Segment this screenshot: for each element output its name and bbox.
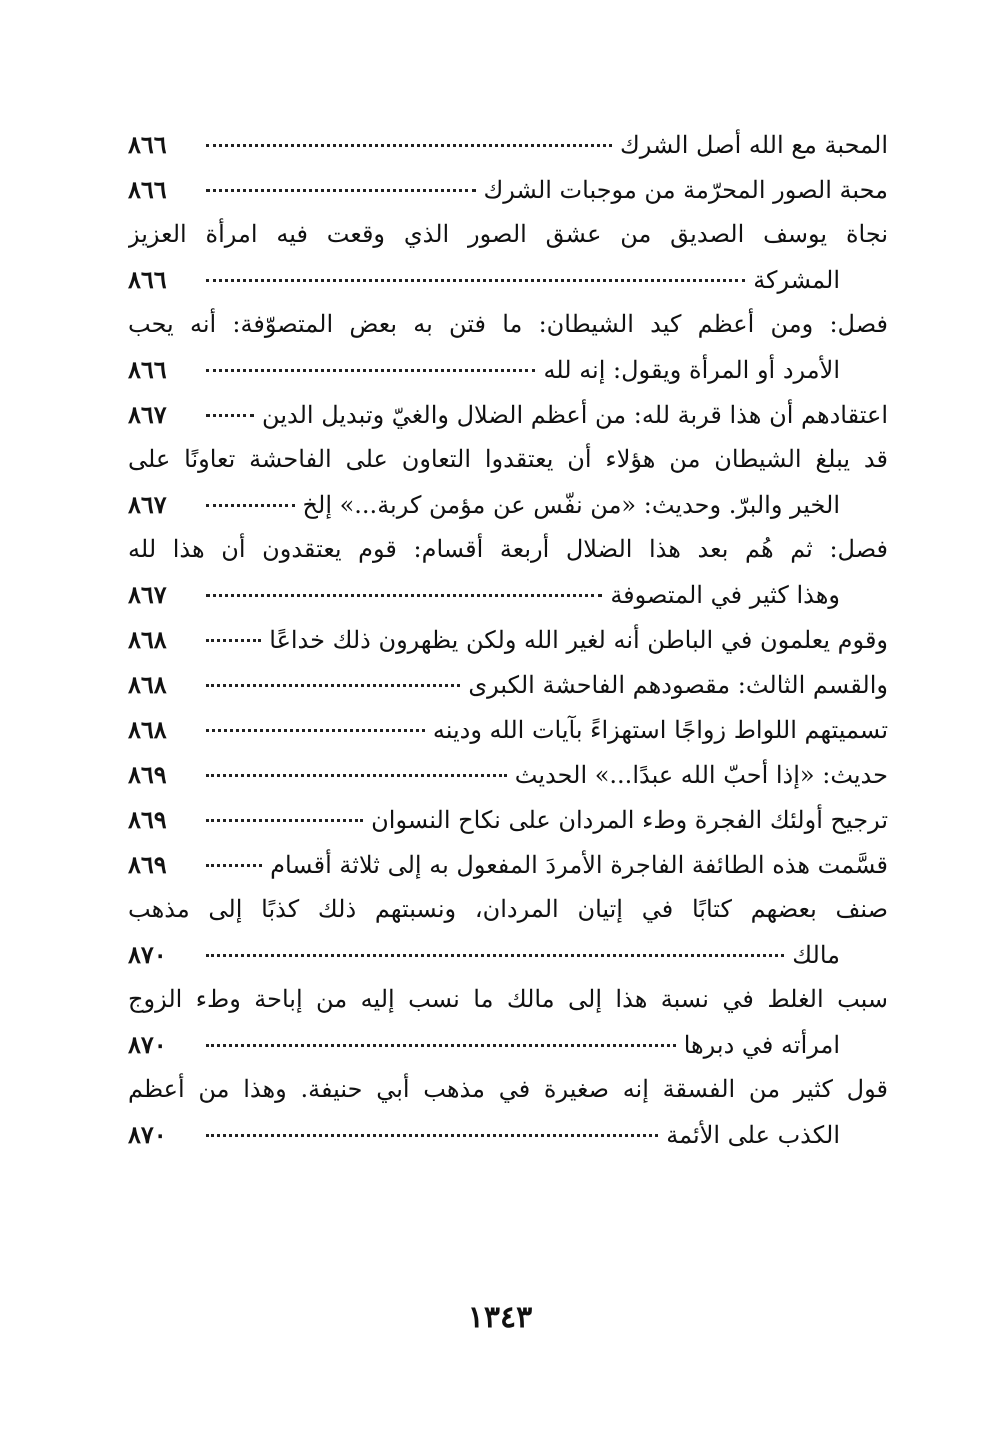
toc-entry-continuation	[128, 257, 888, 302]
toc-page-number: ٨٦٩	[128, 760, 167, 789]
toc-page-number: ٨٦٨	[128, 625, 167, 654]
toc-page-number: ٨٦٧	[128, 490, 167, 519]
dot-leader	[206, 189, 476, 192]
toc-entry-title: سبب الغلط في نسبة هذا إلى مالك ما نسب إليه من إباحة وطء الزوج	[128, 985, 888, 1013]
toc-entry-continuation	[128, 1112, 888, 1157]
toc-page-number: ٨٦٩	[128, 850, 167, 879]
toc-page-number: ٨٦٨	[128, 715, 167, 744]
toc-entry-title: والقسم الثالث: مقصودهم الفاحشة الكبرى	[468, 671, 888, 699]
toc-entry-continuation	[128, 347, 888, 392]
toc-entry-title: ترجيح أولئك الفجرة وطء المردان على نكاح النسوان	[371, 806, 888, 834]
toc-entry-title: المحبة مع الله أصل الشرك	[619, 131, 888, 159]
toc-entry-title-continued: وهذا كثير في المتصوفة	[610, 581, 840, 609]
toc-page-number: ٨٦٦	[128, 130, 167, 159]
toc-entry-title: تسميتهم اللواط زواجًا استهزاءً بآيات الله ودينه	[432, 716, 888, 744]
toc-page-number: ٨٦٨	[128, 670, 167, 699]
toc-entry-first-line	[128, 302, 888, 347]
toc-entry	[128, 392, 888, 437]
toc-entry-continuation	[128, 482, 888, 527]
dot-leader	[206, 819, 363, 822]
toc-entry-title-continued: مالك	[792, 941, 840, 969]
table-of-contents	[128, 122, 888, 1157]
page-number: ١٣٤٣	[467, 1300, 533, 1335]
toc-page-number: ٨٦٦	[128, 175, 167, 204]
toc-page-number: ٨٧٠	[128, 940, 167, 969]
toc-entry-first-line	[128, 887, 888, 932]
dot-leader	[206, 414, 254, 417]
dot-leader	[206, 1134, 658, 1137]
dot-leader	[206, 774, 507, 777]
toc-entry-title: نجاة يوسف الصديق من عشق الصور الذي وقعت فيه امرأة العزيز	[128, 220, 888, 248]
toc-page-number: ٨٦٧	[128, 400, 167, 429]
toc-entry	[128, 752, 888, 797]
toc-page-number: ٨٧٠	[128, 1030, 167, 1059]
dot-leader	[206, 144, 612, 147]
toc-entry	[128, 707, 888, 752]
toc-entry	[128, 617, 888, 662]
toc-entry-title: اعتقادهم أن هذا قربة لله: من أعظم الضلال والغيّ وتبديل الدين	[262, 401, 888, 429]
toc-entry-title: قسَّمت هذه الطائفة الفاجرة الأمردَ المفعول به إلى ثلاثة أقسام	[270, 851, 888, 879]
toc-entry-first-line	[128, 212, 888, 257]
toc-entry-title: محبة الصور المحرّمة من موجبات الشرك	[483, 176, 888, 204]
toc-entry-first-line	[128, 977, 888, 1022]
dot-leader	[206, 594, 602, 597]
toc-entry-continuation	[128, 932, 888, 977]
dot-leader	[206, 369, 535, 372]
dot-leader	[206, 639, 261, 642]
toc-entry-title-continued: المشركة	[753, 266, 840, 294]
toc-entry-title: صنف بعضهم كتابًا في إتيان المردان، ونسبتهم ذلك كذبًا إلى مذهب	[128, 895, 888, 923]
dot-leader	[206, 864, 262, 867]
toc-entry	[128, 797, 888, 842]
toc-entry	[128, 167, 888, 212]
toc-entry-continuation	[128, 572, 888, 617]
toc-entry-title: وقوم يعلمون في الباطن أنه لغير الله ولكن يظهرون ذلك خداعًا	[269, 626, 888, 654]
toc-page-number: ٨٦٧	[128, 580, 167, 609]
toc-page-number: ٨٦٩	[128, 805, 167, 834]
toc-entry-title: فصل: ومن أعظم كيد الشيطان: ما فتن به بعض المتصوّفة: أنه يحب	[128, 310, 888, 338]
toc-entry	[128, 662, 888, 707]
dot-leader	[206, 684, 460, 687]
toc-entry-title-continued: امرأته في دبرها	[683, 1031, 840, 1059]
toc-entry-title: قول كثير من الفسقة إنه صغيرة في مذهب أبي حنيفة. وهذا من أعظم	[128, 1075, 888, 1103]
toc-entry	[128, 842, 888, 887]
dot-leader	[206, 504, 295, 507]
toc-entry-title: فصل: ثم هُم بعد هذا الضلال أربعة أقسام: قوم يعتقدون أن هذا لله	[128, 535, 888, 563]
toc-entry-continuation	[128, 1022, 888, 1067]
toc-page-number: ٨٧٠	[128, 1120, 167, 1149]
toc-entry-first-line	[128, 437, 888, 482]
toc-entry-title-continued: الخير والبرّ. وحديث: «من نفّس عن مؤمن كربة...» إلخ	[302, 491, 840, 519]
toc-entry-first-line	[128, 527, 888, 572]
toc-page-number: ٨٦٦	[128, 265, 167, 294]
toc-entry-title: قد يبلغ الشيطان من هؤلاء أن يعتقدوا التعاون على الفاحشة تعاونًا على	[128, 445, 888, 473]
toc-entry-first-line	[128, 1067, 888, 1112]
toc-entry-title-continued: الكذب على الأئمة	[666, 1121, 840, 1149]
toc-page-number: ٨٦٦	[128, 355, 167, 384]
dot-leader	[206, 279, 745, 282]
toc-entry-title-continued: الأمرد أو المرأة ويقول: إنه لله	[543, 356, 840, 384]
dot-leader	[206, 729, 425, 732]
dot-leader	[206, 1044, 676, 1047]
toc-entry	[128, 122, 888, 167]
toc-entry-title: حديث: «إذا أحبّ الله عبدًا...» الحديث	[514, 761, 888, 789]
dot-leader	[206, 954, 784, 957]
